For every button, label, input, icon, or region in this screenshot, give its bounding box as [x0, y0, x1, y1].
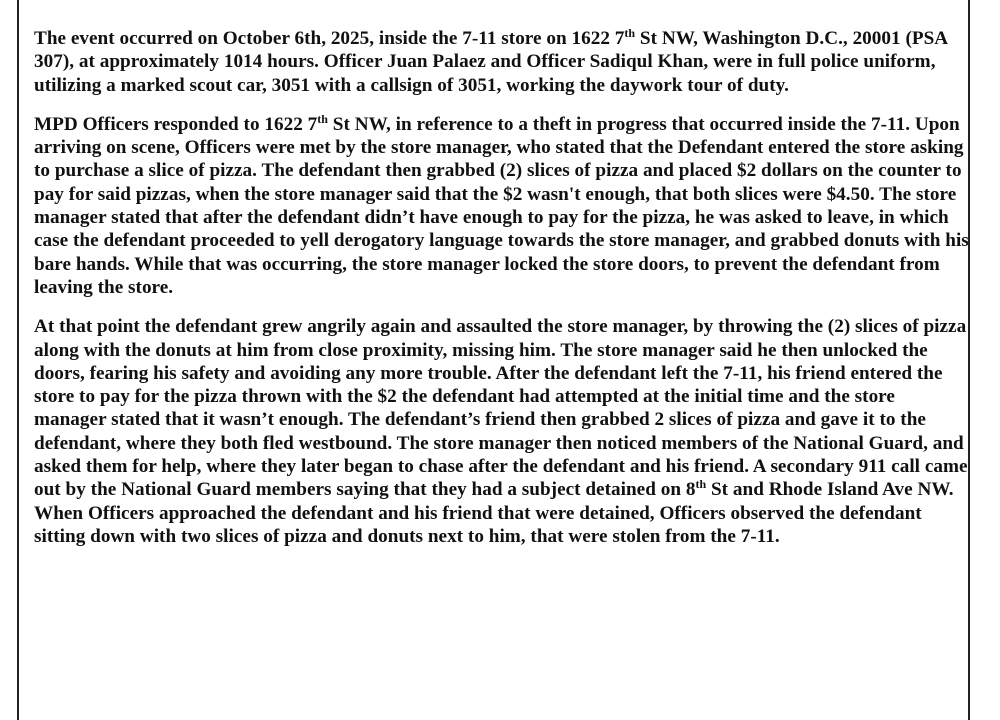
p1-superscript: th: [624, 26, 636, 40]
report-body: [34, 27, 970, 564]
paragraph-assault-and-detention: [34, 315, 970, 548]
p3-text-start: At that point the defendant grew angrily again and assaulted the store manager, by throwing the (2) slices of pizza along with the donuts at him from close proximity, missing him. The store manager said he then unlocked the doors, fearing his safety and avoiding any more trouble. After the defendant left the 7-11, his friend entered the store to pay for the pizza thrown with the $2 the defendant had attempted at the initial time and the store manager stated that it wasn’t enough. The defendant’s friend then grabbed 2 slices of pizza and gave it to the defendant, where they both fled westbound. The store manager then noticed members of the National Guard, and asked them for help, where they later began to chase after the defendant and his friend. A secondary 911 call came out by the National Guard members saying that they had a subject detained on 8: [34, 316, 968, 501]
p1-text-start: The event occurred on October 6th, 2025, inside the 7-11 store on 1622 7: [34, 28, 625, 49]
p2-text-end: St NW, in reference to a theft in progress that occurred inside the 7-11. Upon arriving on scene, Officers were met by the store manager, who stated that the Defendant entered the store asking to purchase a slice of pizza. The defendant then grabbed (2) slices of pizza and placed $2 dollars on the counter to pay for said pizzas, when the store manager said that the $2 wasn't enough, that both slices were $4.50. The store manager stated that after the defendant didn’t have enough to pay for the pizza, he was asked to leave, in which case the defendant proceeded to yell derogatory language towards the store manager, and grabbed donuts with his bare hands. While that was occurring, the store manager locked the store doors, to prevent the defendant from leaving the store.: [34, 113, 969, 298]
p1-text-end: St NW, Washington D.C., 20001 (PSA 307), at approximately 1014 hours. Officer Juan Palaez and Officer Sadiqul Khan, were in full police uniform, utilizing a marked scout car, 3051 with a callsign of 3051, working the daywork tour of duty.: [34, 28, 948, 96]
p3-superscript: th: [695, 477, 707, 492]
p2-superscript: th: [317, 111, 328, 126]
p3-text-end: St and Rhode Island Ave NW. When Officers approached the defendant and his friend that were detained, Officers observed the defendant sitting down with two slices of pizza and donuts next to him, that were stolen from the 7-11.: [34, 479, 954, 547]
p2-text-start: MPD Officers responded to 1622 7: [34, 113, 318, 135]
paragraph-response: [34, 113, 970, 299]
paragraph-event-summary: [34, 27, 970, 97]
